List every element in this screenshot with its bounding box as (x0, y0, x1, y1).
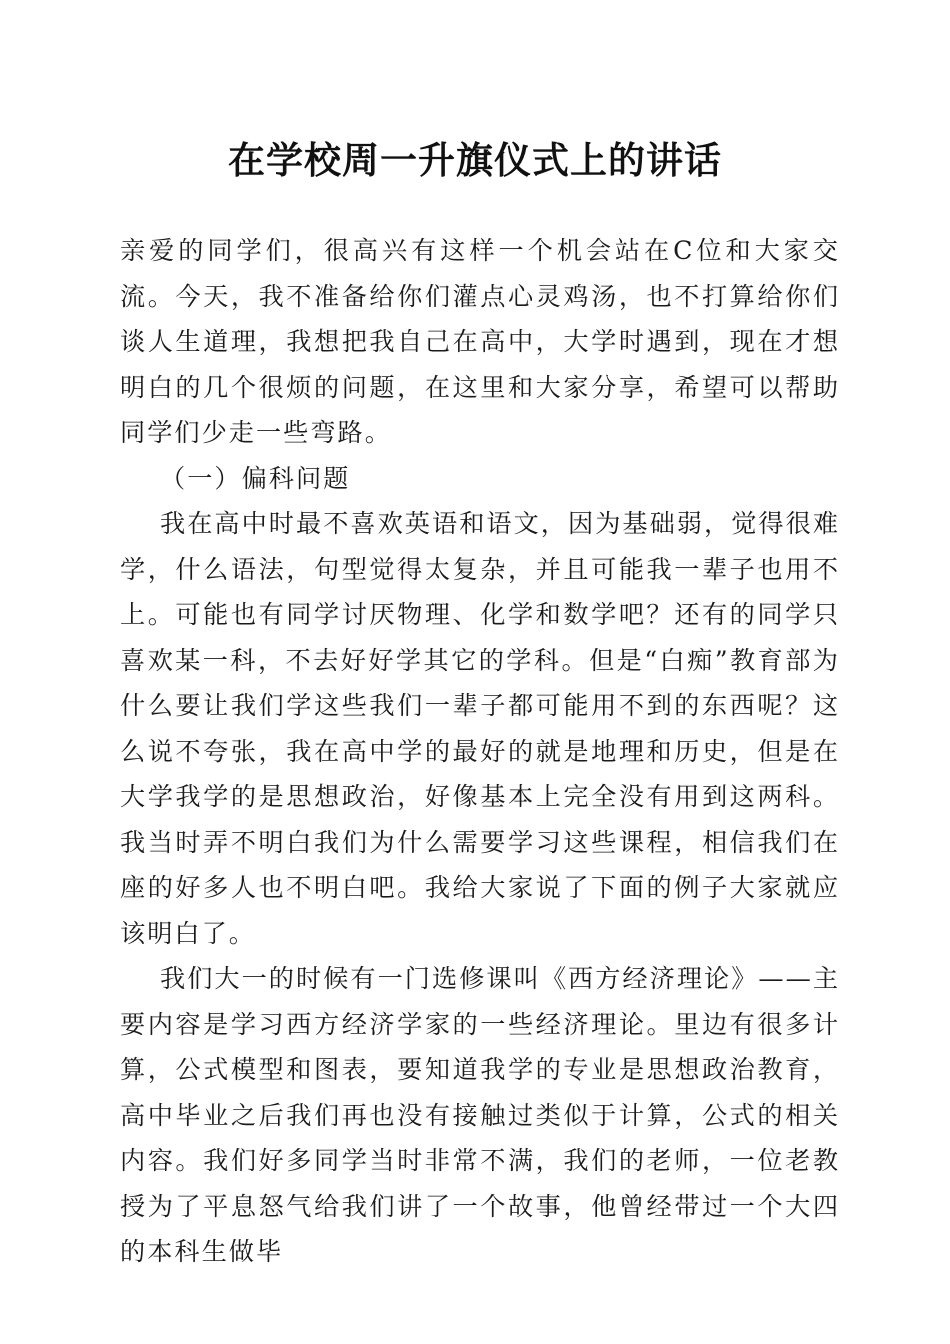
intro-paragraph: 亲爱的同学们，很高兴有这样一个机会站在C位和大家交流。今天，我不准备给你们灌点心灵鸡汤，也不打算给你们谈人生道理，我想把我自己在高中，大学时遇到，现在才想明白的几个很烦的问题，在这里和大家分享，希望可以帮助同学们少走一些弯路。 (120, 236, 840, 447)
body-paragraph: 我们大一的时候有一门选修课叫《西方经济理论》——主要内容是学习西方经济学家的一些经济理论。里边有很多计算，公式模型和图表，要知道我学的专业是思想政治教育，高中毕业之后我们再也没有接触过类似于计算，公式的相关内容。我们好多同学当时非常不满，我们的老师，一位老教授为了平息怒气给我们讲了一个故事，他曾经带过一个大四的本科生做毕 (120, 964, 840, 1266)
document-body (120, 228, 840, 1275)
document-title: 在学校周一升旗仪式上的讲话 (228, 138, 722, 182)
body-paragraph: 我在高中时最不喜欢英语和语文，因为基础弱，觉得很难学，什么语法，句型觉得太复杂，并且可能我一辈子也用不上。可能也有同学讨厌物理、化学和数学吧？还有的同学只喜欢某一科，不去好好学其它的学科。但是“白痴”教育部为什么要让我们学这些我们一辈子都可能用不到的东西呢？这么说不夸张，我在高中学的最好的就是地理和历史，但是在大学我学的是思想政治，好像基本上完全没有用到这两科。我当时弄不明白我们为什么需要学习这些课程，相信我们在座的好多人也不明白吧。我给大家说了下面的例子大家就应该明白了。 (120, 509, 840, 948)
section-heading-partiality: （一）偏科问题 (160, 463, 351, 493)
